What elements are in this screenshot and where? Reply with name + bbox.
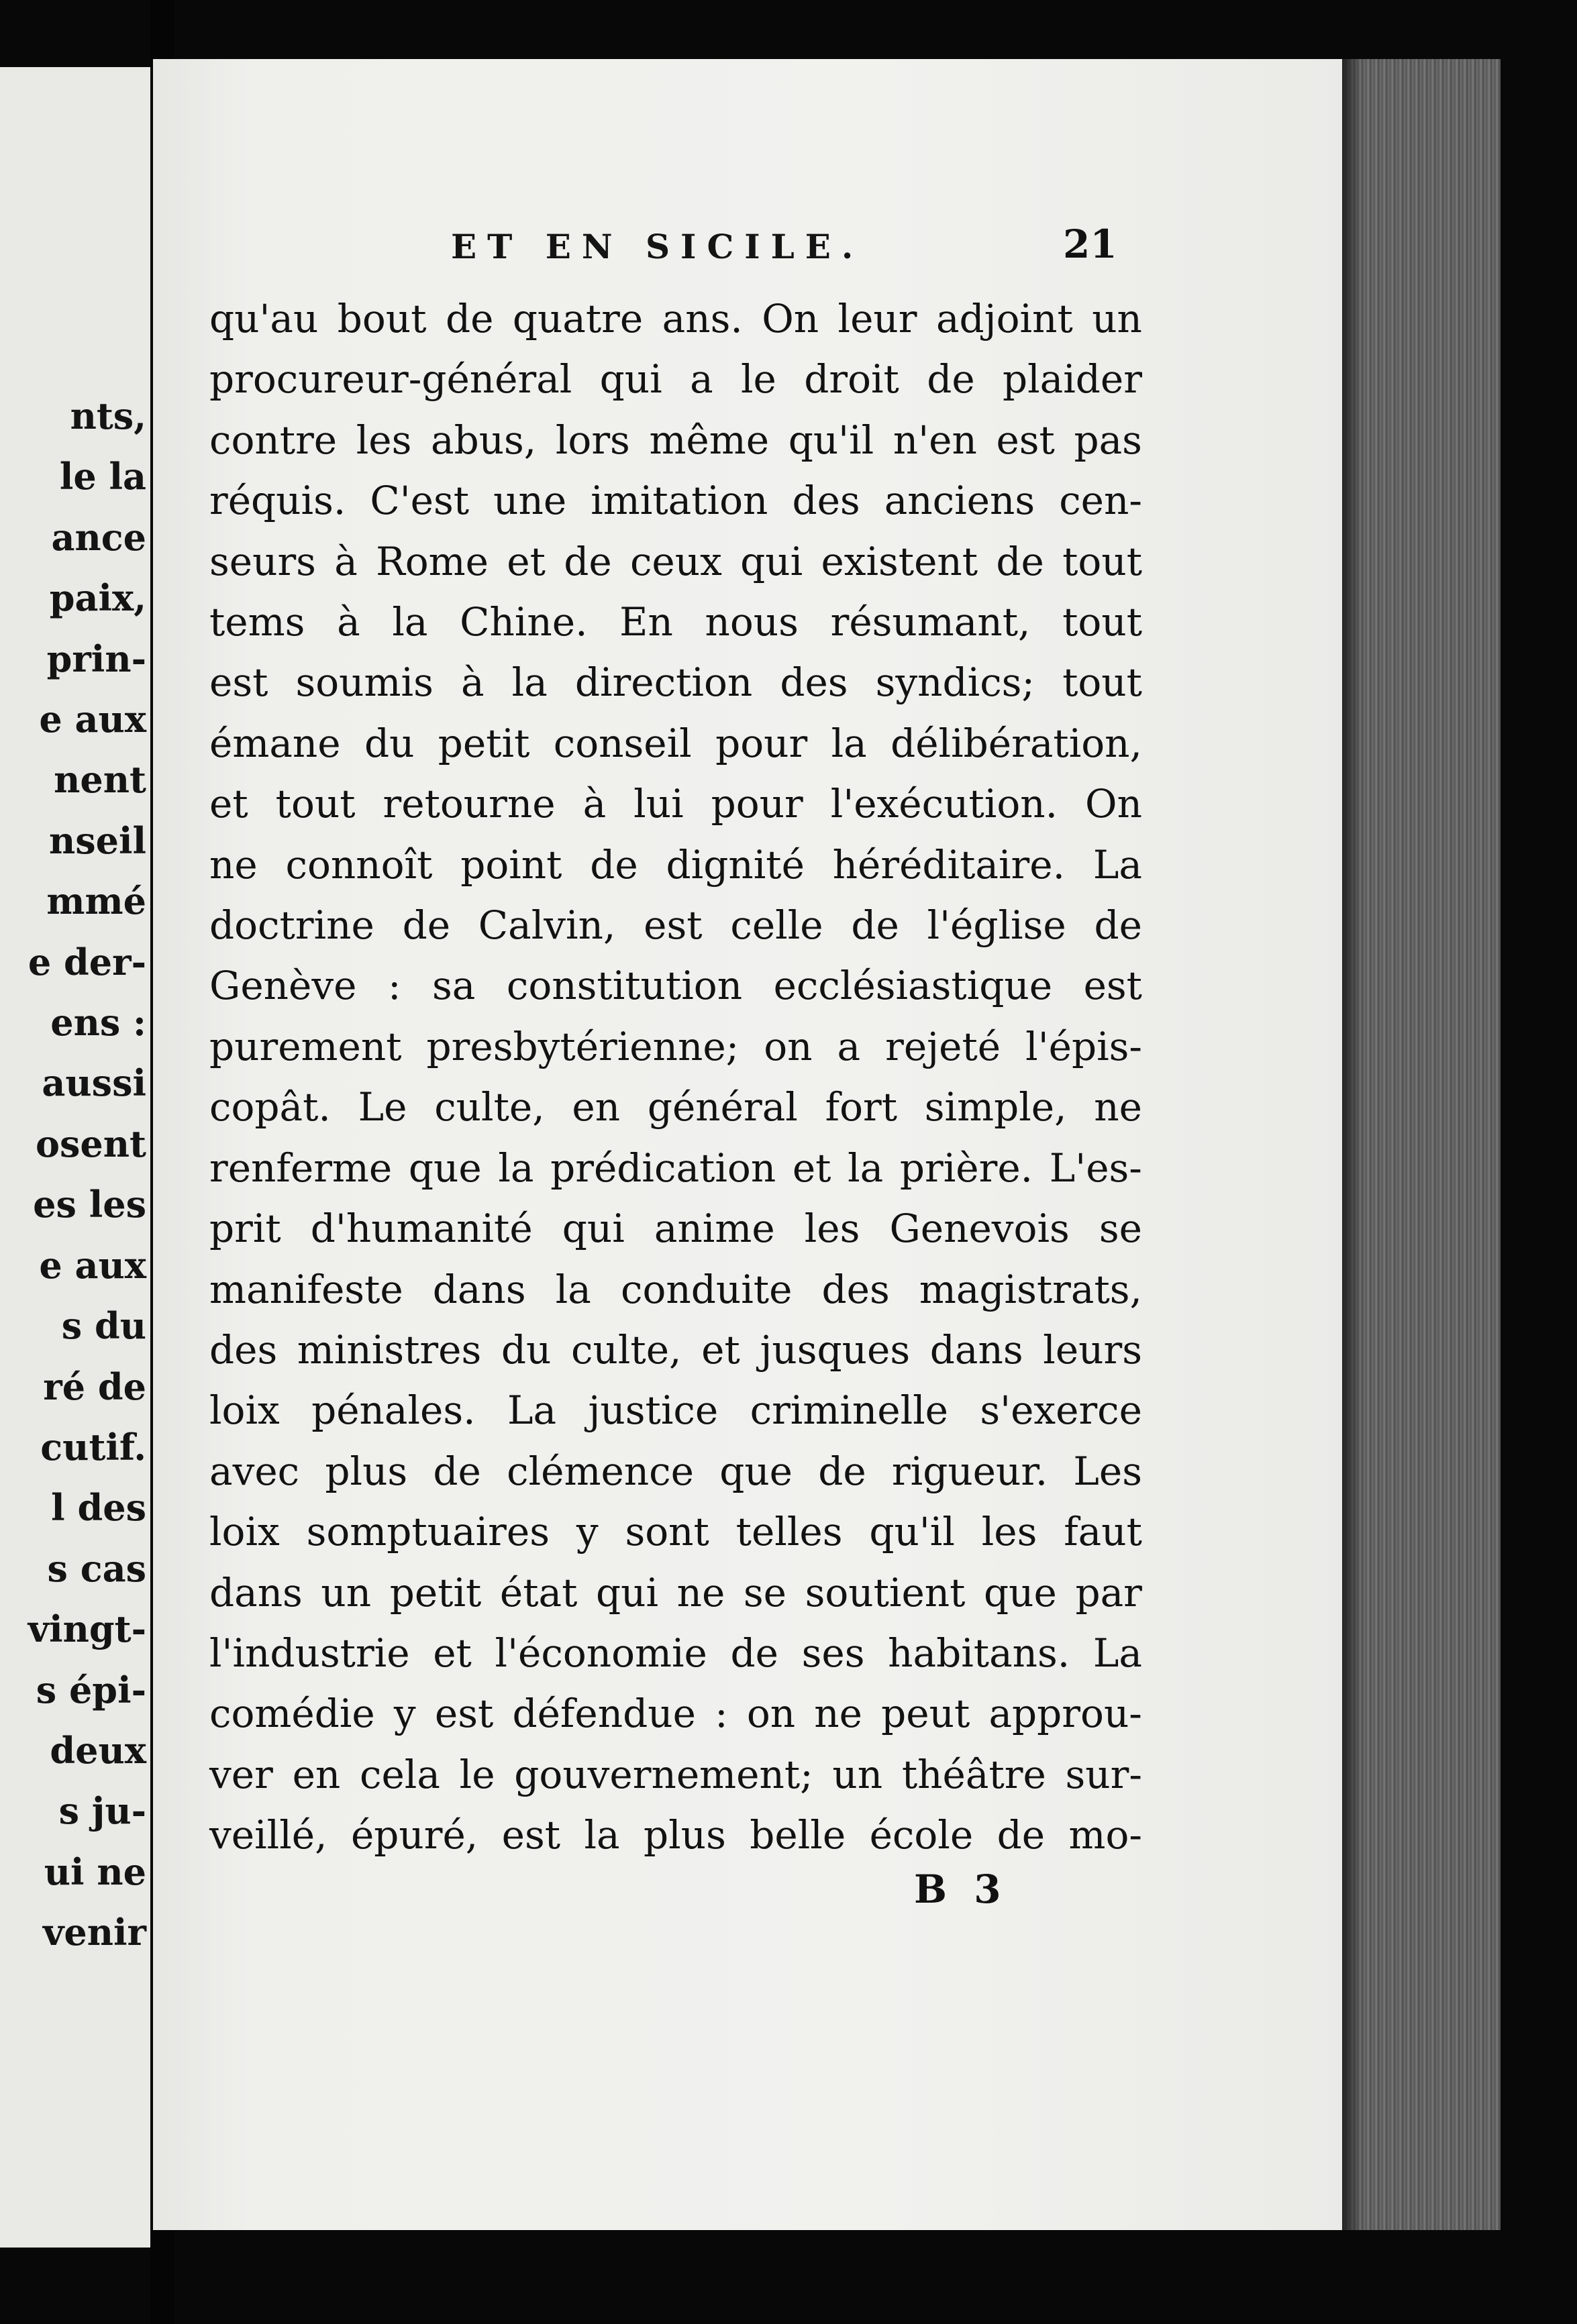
left-page-line: cutif. xyxy=(40,1425,146,1469)
word: des xyxy=(780,659,848,706)
word: ministres xyxy=(297,1326,482,1373)
word: du xyxy=(364,720,415,766)
word: du xyxy=(501,1326,552,1373)
left-page-line: deux xyxy=(50,1728,146,1772)
left-page-line: es les xyxy=(33,1183,146,1226)
text-line xyxy=(209,1744,1142,1805)
word: s'exerce xyxy=(980,1387,1142,1434)
word: y xyxy=(393,1691,416,1737)
text-line xyxy=(209,1198,1142,1259)
word: de xyxy=(590,841,638,888)
text-line xyxy=(209,1259,1142,1320)
left-page-line: l des xyxy=(51,1486,146,1530)
word: approu- xyxy=(988,1691,1142,1737)
word: qui xyxy=(596,1569,659,1616)
word: presbytérienne; xyxy=(426,1023,740,1069)
word: ne xyxy=(814,1691,862,1737)
word: est xyxy=(996,417,1055,463)
word: faut xyxy=(1064,1509,1142,1555)
word: est xyxy=(434,1691,494,1737)
left-page-line: ré de xyxy=(43,1365,146,1408)
word: abus, xyxy=(430,417,537,463)
word: de xyxy=(996,538,1044,584)
word: droit xyxy=(804,356,899,403)
word: plus xyxy=(325,1448,408,1494)
word: direction xyxy=(574,659,753,706)
word: culte, xyxy=(434,1084,545,1130)
word: leur xyxy=(837,296,917,341)
word: l'église xyxy=(927,902,1066,949)
body-text xyxy=(209,288,1142,1866)
page-number: 21 xyxy=(1063,221,1117,267)
word: Genevois xyxy=(889,1206,1070,1252)
word: ne xyxy=(1094,1084,1142,1130)
word: qui xyxy=(599,356,662,403)
word: manifeste xyxy=(209,1266,403,1312)
page-edge-shadow xyxy=(1342,59,1362,2230)
word: Le xyxy=(358,1084,407,1130)
word: petit xyxy=(438,720,530,766)
word: on xyxy=(746,1691,796,1737)
word: ver xyxy=(209,1751,273,1797)
word: des xyxy=(792,478,860,524)
word: que xyxy=(408,1145,482,1191)
word: Rome xyxy=(376,538,489,584)
left-page-line: vingt- xyxy=(28,1607,146,1651)
word: Les xyxy=(1073,1448,1142,1494)
word: de xyxy=(445,296,494,341)
word: loix xyxy=(209,1509,280,1555)
text-line xyxy=(209,531,1142,592)
word: clémence xyxy=(507,1448,694,1494)
left-page-line: prin- xyxy=(46,637,146,680)
word: de xyxy=(818,1448,866,1494)
text-line xyxy=(209,774,1142,834)
word: : xyxy=(715,1691,728,1737)
word: émane xyxy=(209,720,341,766)
word: épuré, xyxy=(350,1812,478,1858)
word: dans xyxy=(929,1326,1023,1373)
text-line xyxy=(209,592,1142,652)
word: qu'il xyxy=(869,1509,955,1555)
word: de xyxy=(851,902,899,949)
word: imitation xyxy=(591,478,768,524)
word: un xyxy=(1092,296,1142,341)
word: l'économie xyxy=(495,1630,707,1676)
word: se xyxy=(743,1569,786,1616)
word: à xyxy=(582,781,607,827)
word: lui xyxy=(633,781,684,827)
left-page-line: s cas xyxy=(47,1546,146,1590)
word: l'exécution. xyxy=(830,781,1058,827)
word: ses xyxy=(801,1630,865,1676)
left-page-line: venir xyxy=(43,1911,146,1954)
word: dans xyxy=(432,1266,526,1312)
word: délibération, xyxy=(891,720,1142,766)
word: C'est xyxy=(370,478,470,524)
word: est xyxy=(501,1812,561,1858)
word: de xyxy=(730,1630,778,1676)
word: des xyxy=(821,1266,890,1312)
word: conseil xyxy=(553,720,692,766)
word: à xyxy=(460,659,485,706)
word: défendue xyxy=(512,1691,696,1737)
signature-mark: B 3 xyxy=(914,1866,1008,1912)
word: Genève xyxy=(209,963,357,1009)
word: même xyxy=(649,417,770,463)
word: cen- xyxy=(1059,478,1142,524)
word: doctrine xyxy=(209,902,374,949)
word: renferme xyxy=(209,1145,393,1191)
left-page-line: s ju- xyxy=(58,1789,146,1833)
word: soumis xyxy=(295,659,434,706)
word: héréditaire. xyxy=(832,841,1066,888)
word: peut xyxy=(881,1691,970,1737)
word: mo- xyxy=(1068,1812,1142,1858)
word: quatre xyxy=(512,296,644,341)
word: un xyxy=(321,1569,372,1616)
word: qui xyxy=(562,1206,625,1252)
word: ans. xyxy=(662,296,743,341)
word: petit xyxy=(389,1569,482,1616)
word: dans xyxy=(209,1569,303,1616)
word: théâtre xyxy=(901,1751,1046,1797)
word: sa xyxy=(432,963,476,1009)
word: ne xyxy=(676,1569,725,1616)
word: comédie xyxy=(209,1691,375,1737)
left-page-text xyxy=(28,386,146,1963)
word: de xyxy=(997,1812,1046,1858)
word: pénales. xyxy=(311,1387,476,1434)
word: cela xyxy=(359,1751,440,1797)
left-page-line: nts, xyxy=(70,394,146,437)
left-page-line: le la xyxy=(59,455,146,498)
word: à xyxy=(334,538,358,584)
word: belle xyxy=(750,1812,846,1858)
word: la xyxy=(831,720,867,766)
word: à xyxy=(337,599,360,645)
text-line xyxy=(209,955,1142,1016)
word: criminelle xyxy=(750,1387,949,1434)
word: de xyxy=(1094,902,1142,949)
word: les xyxy=(981,1509,1037,1555)
word: La xyxy=(1092,841,1142,888)
text-line xyxy=(209,288,1142,349)
text-line xyxy=(209,349,1142,409)
word: la xyxy=(498,1145,534,1191)
word: le xyxy=(459,1751,495,1797)
text-line xyxy=(209,835,1142,895)
word: est xyxy=(209,659,268,706)
word: et xyxy=(792,1145,831,1191)
word: se xyxy=(1099,1206,1142,1252)
left-page-line: paix, xyxy=(49,576,146,620)
left-page-line: aussi xyxy=(42,1061,146,1105)
text-line xyxy=(209,1563,1142,1623)
left-page-line: s du xyxy=(61,1304,146,1348)
text-line xyxy=(209,1016,1142,1077)
word: ne xyxy=(209,841,258,888)
word: habitans. xyxy=(888,1630,1070,1676)
word: On xyxy=(1085,781,1142,827)
left-page xyxy=(0,67,150,2248)
text-line xyxy=(209,1623,1142,1683)
word: pour xyxy=(715,720,808,766)
word: plus xyxy=(644,1812,726,1858)
word: l'industrie xyxy=(209,1630,410,1676)
word: et xyxy=(507,538,546,584)
left-page-line: nent xyxy=(54,758,146,802)
word: et xyxy=(209,781,248,827)
word: plaider xyxy=(1003,356,1142,403)
word: existent xyxy=(821,538,978,584)
word: constitution xyxy=(506,963,743,1009)
running-head: ET EN SICILE. xyxy=(451,227,864,266)
text-line xyxy=(209,895,1142,955)
word: seurs xyxy=(209,538,316,584)
word: la xyxy=(848,1145,884,1191)
word: un xyxy=(832,1751,883,1797)
word: somptuaires xyxy=(306,1509,550,1555)
word: rigueur. xyxy=(891,1448,1048,1494)
word: l'épis- xyxy=(1025,1023,1142,1069)
word: que xyxy=(719,1448,793,1494)
word: Calvin, xyxy=(478,902,616,949)
word: prit xyxy=(209,1206,281,1252)
word: leurs xyxy=(1043,1326,1142,1373)
word: d'humanité xyxy=(310,1206,533,1252)
word: on xyxy=(764,1023,813,1069)
word: point xyxy=(460,841,562,888)
word: état xyxy=(499,1569,578,1616)
left-page-line: ance xyxy=(51,515,146,559)
left-page-line: s épi- xyxy=(36,1668,146,1711)
word: par xyxy=(1075,1569,1142,1616)
word: école xyxy=(869,1812,974,1858)
word: On xyxy=(762,296,819,341)
word: la xyxy=(584,1812,620,1858)
word: prédication xyxy=(550,1145,776,1191)
left-page-line: ens : xyxy=(50,1001,146,1045)
word: magistrats, xyxy=(919,1266,1142,1312)
word: y xyxy=(576,1509,599,1555)
word: rejeté xyxy=(885,1023,1001,1069)
word: gouvernement; xyxy=(514,1751,813,1797)
word: En xyxy=(619,599,673,645)
text-line xyxy=(209,410,1142,470)
text-line xyxy=(209,1501,1142,1562)
word: connoît xyxy=(285,841,433,888)
word: que xyxy=(984,1569,1057,1616)
text-line xyxy=(209,1441,1142,1501)
word: les xyxy=(356,417,412,463)
word: tems xyxy=(209,599,305,645)
word: anciens xyxy=(884,478,1035,524)
word: ceux xyxy=(629,538,722,584)
word: prière. xyxy=(899,1145,1033,1191)
page-edge xyxy=(1342,59,1500,2230)
word: dignité xyxy=(666,841,805,888)
word: a xyxy=(690,356,713,403)
word: le xyxy=(741,356,776,403)
word: les xyxy=(804,1206,860,1252)
word: tout xyxy=(1062,659,1142,706)
word: qu'il xyxy=(788,417,874,463)
word: en xyxy=(292,1751,341,1797)
word: général xyxy=(647,1084,798,1130)
word: la xyxy=(511,659,548,706)
text-line xyxy=(209,1138,1142,1198)
word: la xyxy=(392,599,428,645)
text-line xyxy=(209,1805,1142,1865)
word: ecclésiastique xyxy=(773,963,1053,1009)
word: est xyxy=(644,902,703,949)
word: en xyxy=(572,1084,621,1130)
word: simple, xyxy=(924,1084,1067,1130)
word: syndics; xyxy=(875,659,1035,706)
word: qu'au xyxy=(209,296,319,341)
word: procureur-général xyxy=(209,356,572,403)
word: a xyxy=(837,1023,861,1069)
word: de xyxy=(927,356,975,403)
left-page-line: e der- xyxy=(28,940,146,984)
word: de xyxy=(564,538,612,584)
word: anime xyxy=(654,1206,775,1252)
word: qui xyxy=(740,538,803,584)
word: n'en xyxy=(893,417,977,463)
word: de xyxy=(402,902,451,949)
word: Chine. xyxy=(460,599,588,645)
left-page-line: e aux xyxy=(39,698,146,741)
word: : xyxy=(387,963,401,1009)
word: justice xyxy=(588,1387,719,1434)
text-line xyxy=(209,652,1142,712)
text-line xyxy=(209,1320,1142,1380)
word: loix xyxy=(209,1387,280,1434)
word: nous xyxy=(705,599,799,645)
word: résumant, xyxy=(830,599,1031,645)
word: est xyxy=(1083,963,1142,1009)
word: une xyxy=(493,478,567,524)
word: telles xyxy=(735,1509,843,1555)
word: avec xyxy=(209,1448,300,1494)
text-line xyxy=(209,1380,1142,1440)
text-line xyxy=(209,713,1142,774)
word: adjoint xyxy=(935,296,1073,341)
word: retourne xyxy=(383,781,556,827)
left-page-line: osent xyxy=(36,1122,146,1165)
left-page-line: ui ne xyxy=(44,1850,146,1893)
word: La xyxy=(507,1387,557,1434)
word: conduite xyxy=(620,1266,793,1312)
word: de xyxy=(433,1448,481,1494)
word: veillé, xyxy=(209,1812,327,1858)
text-line xyxy=(209,1683,1142,1744)
left-page-line: nseil xyxy=(48,818,146,862)
word: lors xyxy=(555,417,630,463)
left-page-line: e aux xyxy=(39,1243,146,1287)
word: réquis. xyxy=(209,478,346,524)
word: pas xyxy=(1074,417,1142,463)
word: tout xyxy=(1062,538,1142,584)
word: bout xyxy=(337,296,427,341)
word: sont xyxy=(625,1509,709,1555)
word: La xyxy=(1092,1630,1142,1676)
word: contre xyxy=(209,417,338,463)
word: celle xyxy=(730,902,823,949)
word: sur- xyxy=(1065,1751,1142,1797)
word: soutient xyxy=(805,1569,966,1616)
text-line xyxy=(209,1077,1142,1137)
word: purement xyxy=(209,1023,402,1069)
word: fort xyxy=(825,1084,898,1130)
word: jusques xyxy=(760,1326,911,1373)
word: la xyxy=(555,1266,591,1312)
word: L'es- xyxy=(1049,1145,1142,1191)
text-line xyxy=(209,470,1142,531)
left-page-line: mmé xyxy=(46,880,146,923)
word: copât. xyxy=(209,1084,331,1130)
word: pour xyxy=(711,781,803,827)
word: des xyxy=(209,1326,278,1373)
word: culte, xyxy=(571,1326,682,1373)
word: et xyxy=(701,1326,740,1373)
word: tout xyxy=(1062,599,1142,645)
word: tout xyxy=(275,781,356,827)
word: et xyxy=(433,1630,472,1676)
